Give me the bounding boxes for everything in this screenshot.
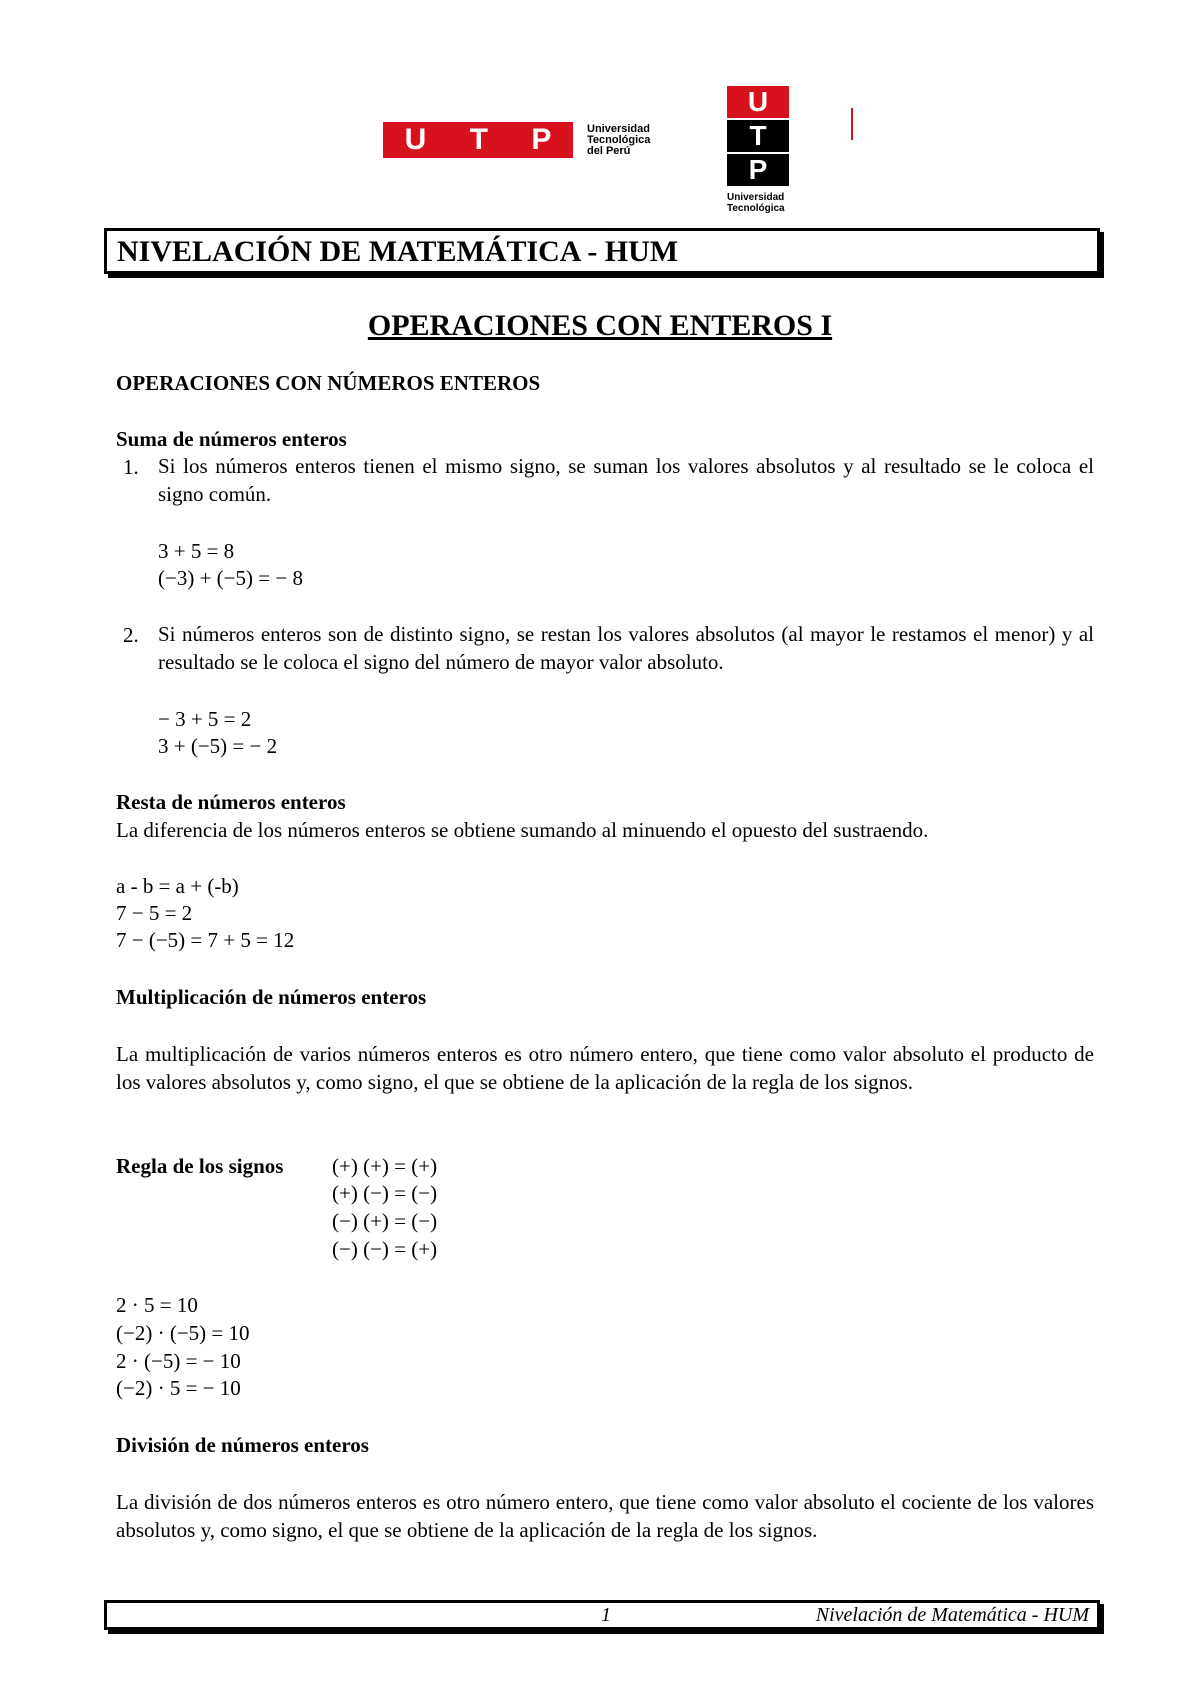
logo-letter: T [469,123,488,156]
logo-letter: P [531,123,552,156]
example-line: 7 − (−5) = 7 + 5 = 12 [116,928,295,952]
document-title: OPERACIONES CON ENTEROS I [367,309,833,342]
multiplicacion-heading: Multiplicación de números enteros [116,985,427,1009]
example-line: 3 + (−5) = − 2 [158,734,278,758]
utp-logo-vertical-wordmark: Universidad Tecnológica [727,192,785,214]
example-line: (−2) · 5 = − 10 [116,1376,241,1400]
division-text: La división de dos números enteros es otro número entero, que tiene como valor absoluto el cociente de los valores absolutos y, como signo, el que se obtiene de la aplicación de la regla de los signos. [116,1490,1094,1542]
red-divider-mark [851,108,853,140]
sign-rule: (−) (+) = (−) [332,1209,438,1233]
list-number: 1. [123,455,139,479]
example-line: 3 + 5 = 8 [158,539,235,563]
example-line: (−2) · (−5) = 10 [116,1321,250,1345]
logo-letter: U [727,86,789,118]
utp-logo-vertical [727,86,789,214]
logo-letter: T [727,120,789,152]
suma-rule-2: Si números enteros son de distinto signo, se restan los valores absolutos (al mayor le restamos el menor) y al resultado se le coloca el signo del número de mayor valor absoluto. [158,622,1094,674]
regla-signos-label: Regla de los signos [116,1154,284,1178]
suma-rule-1: Si los números enteros tienen el mismo signo, se suman los valores absolutos y al resultado se le coloca el signo común. [158,454,1094,506]
sign-rule: (−) (−) = (+) [332,1237,438,1261]
utp-logo-bar [383,122,573,158]
example-line: 2 · (−5) = − 10 [116,1349,241,1373]
sign-rule: (+) (−) = (−) [332,1181,438,1205]
example-line: 2 · 5 = 10 [116,1293,198,1317]
logo-letter: U [404,123,427,156]
sign-rule: (+) (+) = (+) [332,1154,438,1178]
section-title: OPERACIONES CON NÚMEROS ENTEROS [116,371,541,395]
footer-course-name: Nivelación de Matemática - HUM [815,1604,1089,1626]
page-footer [104,1600,1100,1630]
list-number: 2. [123,623,139,647]
course-header-box [104,228,1100,274]
example-line: − 3 + 5 = 2 [158,707,252,731]
resta-heading: Resta de números enteros [116,790,346,814]
example-line: 7 − 5 = 2 [116,901,193,925]
page-number: 1 [601,1604,611,1626]
logo-letter: P [727,154,789,186]
example-line: (−3) + (−5) = − 8 [158,566,303,590]
suma-heading: Suma de números enteros [116,427,347,451]
utp-logo-wordmark: Universidad Tecnológica del Perú [587,122,651,157]
resta-text: La diferencia de los números enteros se obtiene sumando al minuendo el opuesto del sustraendo. [116,818,929,842]
division-heading: División de números enteros [116,1433,369,1457]
course-title: NIVELACIÓN DE MATEMÁTICA - HUM [117,235,679,268]
multiplicacion-text: La multiplicación de varios números enteros es otro número entero, que tiene como valor absoluto el producto de los valores absolutos y, como signo, el que se obtiene de la aplicación de la regla de los signos. [116,1042,1094,1094]
utp-logo-horizontal [383,122,650,158]
example-line: a - b = a + (-b) [116,874,239,898]
